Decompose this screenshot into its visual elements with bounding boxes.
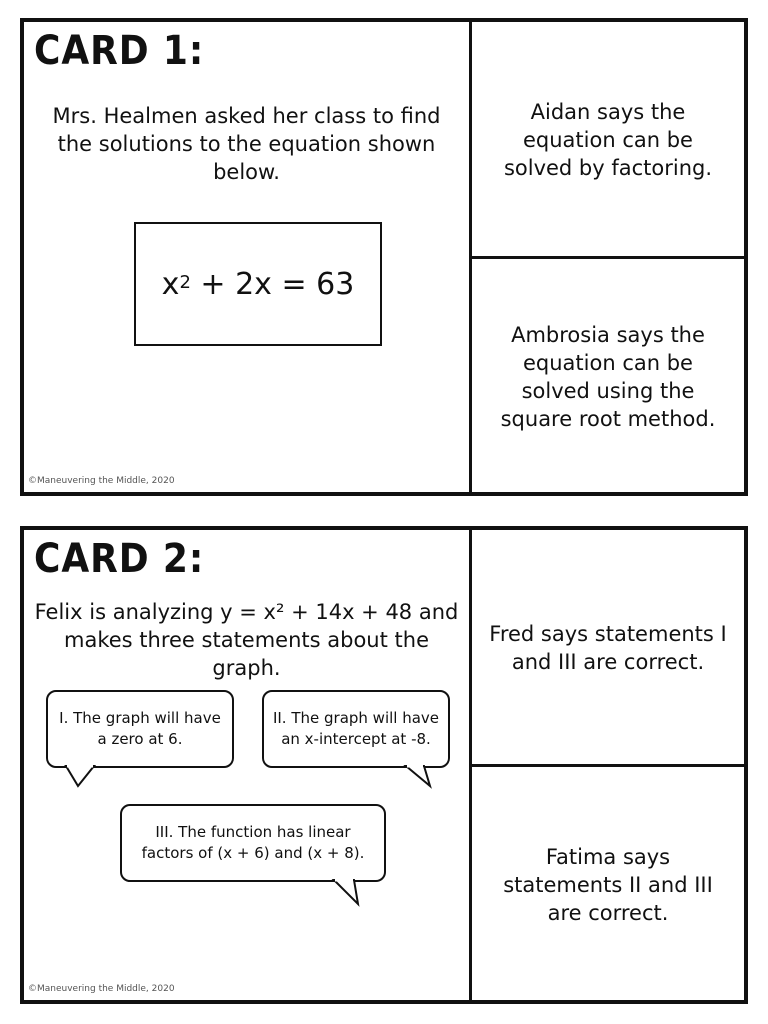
card-2-prompt: Felix is analyzing y = x² + 14x + 48 and makes three statements about the graph. <box>34 600 459 680</box>
statement-3-text: III. The function has linear factors of (x + 6) and (x + 8). <box>141 823 365 862</box>
card-1-prompt: Mrs. Healmen asked her class to find the solutions to the equation shown below. <box>52 104 441 184</box>
equation-box <box>134 222 382 346</box>
statement-3-tail <box>332 880 372 906</box>
card-1-left-panel <box>24 22 472 492</box>
equation-rest: + 2x = 63 <box>190 266 355 302</box>
card-1-claim-aidan: Aidan says the equation can be solved by factoring. <box>472 22 744 259</box>
card-1 <box>20 18 748 496</box>
card-2-right-panel <box>472 530 744 1000</box>
card-2 <box>20 526 748 1004</box>
card-1-right-panel <box>472 22 744 492</box>
statement-3-bubble <box>120 804 386 882</box>
card-1-copyright: ©Maneuvering the Middle, 2020 <box>28 476 175 486</box>
statement-2-bubble <box>262 690 450 768</box>
card-2-title: CARD 2: <box>34 536 205 582</box>
statement-1-text: I. The graph will have a zero at 6. <box>59 709 221 748</box>
statement-2-tail <box>404 766 444 788</box>
statement-2-text: II. The graph will have an x-intercept at -8. <box>272 709 440 748</box>
card-2-copyright: ©Maneuvering the Middle, 2020 <box>28 984 175 994</box>
card-2-claim-fatima: Fatima says statements II and III are correct. <box>503 845 713 925</box>
card-1-claim-ambrosia: Ambrosia says the equation can be solved using the square root method. <box>500 323 716 431</box>
statement-1-tail <box>64 766 104 788</box>
card-1-title: CARD 1: <box>34 28 205 74</box>
equation-exponent: 2 <box>179 271 191 293</box>
card-2-left-panel <box>24 530 472 1000</box>
statement-1-bubble <box>46 690 234 768</box>
card-2-claim-fred: Fred says statements I and III are correct. <box>472 530 744 767</box>
equation-base: x <box>161 266 180 302</box>
